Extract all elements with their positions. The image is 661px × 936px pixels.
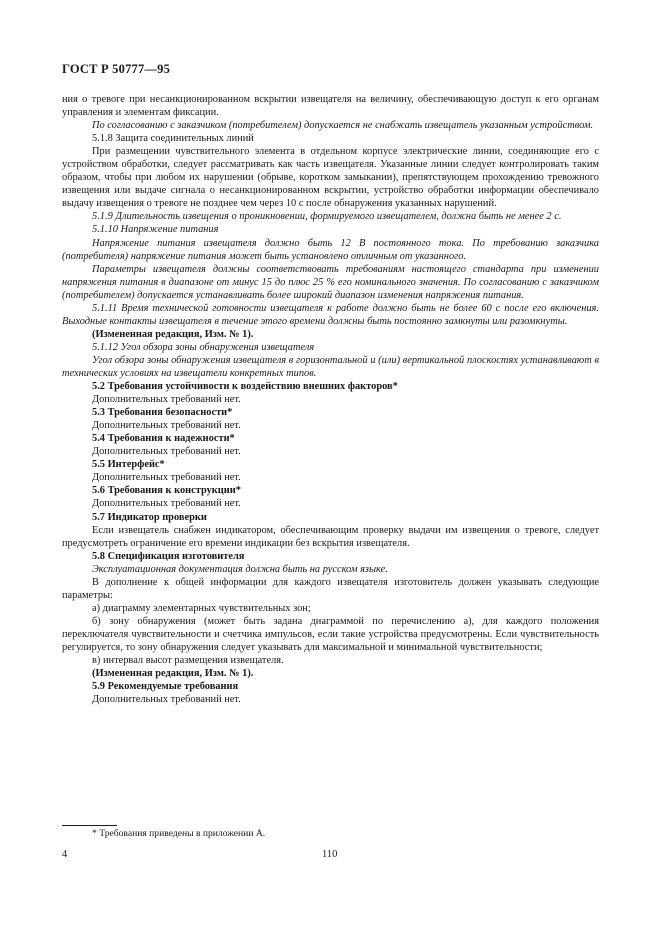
paragraph: Дополнительных требований нет.: [92, 394, 241, 406]
list-item: в) интервал высот размещения извещателя.: [92, 655, 284, 667]
section-heading: 5.9 Рекомендуемые требования: [92, 681, 239, 693]
section-heading: 5.7 Индикатор проверки: [92, 511, 207, 523]
list-item: а) диаграмму элементарных чувствительных зон;: [92, 602, 311, 614]
amendment-note: (Измененная редакция, Изм. № 1).: [92, 668, 254, 680]
amendment-note: (Измененная редакция, Изм. № 1).: [92, 328, 254, 340]
section-heading: 5.3 Требования безопасности*: [92, 407, 233, 419]
paragraph: Дополнительных требований нет.: [92, 694, 241, 706]
section-heading: 5.1.12 Угол обзора зоны обнаружения извещателя: [92, 341, 315, 353]
paragraph: Дополнительных требований нет.: [92, 420, 241, 432]
paragraph: Дополнительных требований нет.: [92, 446, 241, 458]
sheet-number: 110: [322, 849, 338, 860]
section-heading: 5.2 Требования устойчивости к воздействию внешних факторов*: [92, 381, 398, 393]
paragraph: Если извещатель снабжен индикатором, обеспечивающим проверку выдачи им извещения о тревоге, следует предусмотреть ограничение его времени индикации без вскрытия извещателя.: [62, 524, 599, 549]
paragraph: 5.1.11 Время технической готовности извещателя к работе должно быть не более 60 с после его включения. Выходные контакты извещателя в течение этого времени должны быть постоянно замкнуты или разомкнуты.: [62, 302, 599, 327]
footnote-divider: [62, 825, 117, 826]
page-number: 4: [62, 849, 68, 860]
paragraph: Дополнительных требований нет.: [92, 472, 241, 484]
section-heading: 5.1.8 Защита соединительных линий: [92, 133, 254, 145]
paragraph: Угол обзора зоны обнаружения извещателя в горизонтальной и (или) вертикальной плоскостях устанавливают в технических условиях на извещатели конкретных типов.: [62, 354, 599, 379]
section-heading: 5.1.10 Напряжение питания: [92, 224, 219, 236]
paragraph: 5.1.9 Длительность извещения о проникновении, формируемого извещателем, должна быть не менее 2 с.: [92, 211, 562, 223]
section-heading: 5.6 Требования к конструкции*: [92, 485, 241, 497]
paragraph: Дополнительных требований нет.: [92, 498, 241, 510]
paragraph: В дополнение к общей информации для каждого извещателя изготовитель должен указывать следующие параметры:: [62, 576, 599, 601]
section-heading: 5.4 Требования к надежности*: [92, 433, 235, 445]
section-heading: 5.8 Спецификация изготовителя: [92, 550, 245, 562]
document-body: [62, 93, 599, 706]
paragraph: ния о тревоге при несанкционированном вскрытии извещателя на величину, обеспечивающую доступ к его органам управления и элементам фиксации.: [62, 94, 599, 119]
paragraph: Напряжение питания извещателя должно быть 12 В постоянного тока. По требованию заказчика (потребителя) напряжение питания может быть установлено отличным от указанного.: [62, 237, 599, 262]
section-heading: 5.5 Интерфейс*: [92, 459, 165, 471]
paragraph: По согласованию с заказчиком (потребителем) допускается не снабжать извещатель указанным устройством.: [92, 120, 594, 132]
footnote: * Требования приведены в приложении А.: [92, 828, 266, 839]
paragraph: При размещении чувствительного элемента в отдельном корпусе электрические линии, соединяющие его с устройством обработки, следует рассматривать как часть извещателя. Указанные линии следует контролировать таким образом, чтобы при любом их нарушении (обрыве, коротком замыкании), препятствующем прохождению тревожного извещения или выдаче сигнала о несанкционированном вскрытии, устройство обработки информации обеспечивало выдачу извещения о тревоге не позднее чем через 10 с после обнаружения указанных нарушений.: [62, 146, 599, 210]
list-item: б) зону обнаружения (может быть задана диаграммой по перечислению а), для каждого положения переключателя чувствительности и счетчика импульсов, если такие устройства предусмотрены. Если чувствительность регулируется, то зону обнаружения следует указывать для максимальной и минимальной чувствительности;: [62, 615, 599, 653]
paragraph: Эксплуатационная документация должна быть на русском языке.: [92, 563, 388, 575]
paragraph: Параметры извещателя должны соответствовать требованиям настоящего стандарта при изменении напряжения питания в диапазоне от минус 15 до плюс 25 % его номинального значения. По согласованию с заказчиком (потребителем) допускается устанавливать более широкий диапазон изменения напряжения питания.: [62, 263, 599, 301]
document-header: ГОСТ Р 50777—95: [62, 62, 171, 76]
